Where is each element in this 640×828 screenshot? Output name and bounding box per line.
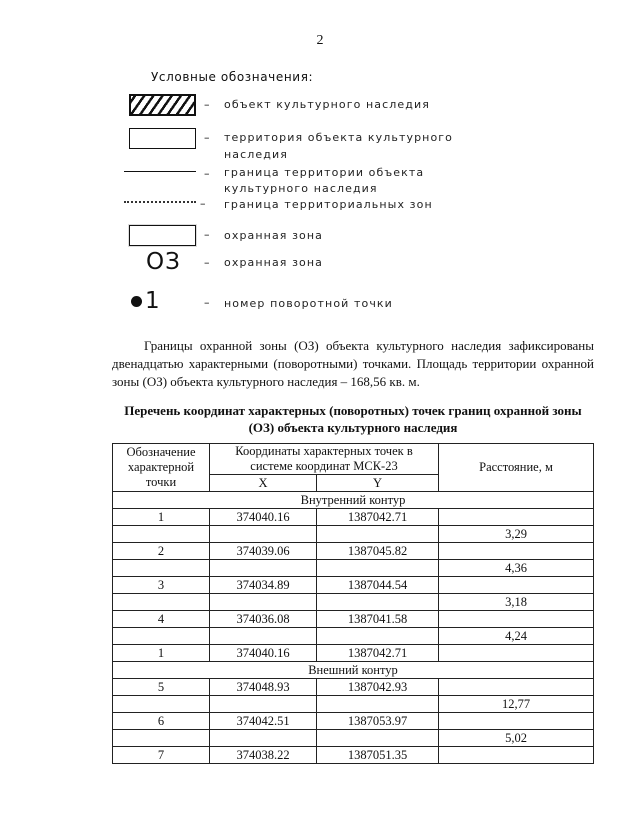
protected-zone-box-symbol — [129, 225, 196, 246]
oz-symbol-label: ОЗ — [146, 249, 181, 275]
distance-cell: 3,29 — [439, 526, 594, 543]
empty-cell — [210, 696, 317, 713]
empty-cell — [210, 560, 317, 577]
y-cell: 1387042.71 — [317, 645, 439, 662]
table-header-row — [113, 444, 594, 475]
legend-dash: – — [204, 296, 210, 309]
y-cell: 1387051.35 — [317, 747, 439, 764]
distance-cell: 12,77 — [439, 696, 594, 713]
empty-cell — [317, 594, 439, 611]
point-cell: 3 — [113, 577, 210, 594]
empty-cell — [113, 560, 210, 577]
legend-title: Условные обозначения: — [151, 70, 314, 84]
empty-cell — [113, 628, 210, 645]
legend-heritage-object-text: объект культурного наследия — [224, 98, 430, 111]
turning-point-number: 1 — [145, 288, 160, 314]
distance-cell — [439, 645, 594, 662]
x-cell: 374034.89 — [210, 577, 317, 594]
legend-dash: – — [204, 228, 210, 241]
table-row — [113, 594, 594, 611]
header-distance: Расстояние, м — [439, 444, 594, 492]
x-cell: 374039.06 — [210, 543, 317, 560]
empty-cell — [317, 730, 439, 747]
header-x: X — [210, 475, 317, 492]
header-coordinates: Координаты характерных точек в системе координат МСК-23 — [210, 444, 439, 475]
point-cell: 2 — [113, 543, 210, 560]
table-row — [113, 509, 594, 526]
distance-cell — [439, 611, 594, 628]
page-number: 2 — [316, 33, 324, 48]
table-row — [113, 628, 594, 645]
header-designation: Обозначение характерной точки — [113, 444, 210, 492]
x-cell: 374038.22 — [210, 747, 317, 764]
legend-dash: – — [204, 256, 210, 269]
distance-cell — [439, 679, 594, 696]
empty-cell — [113, 594, 210, 611]
legend-dash: – — [204, 167, 210, 180]
empty-cell — [210, 594, 317, 611]
empty-cell — [210, 526, 317, 543]
distance-cell: 5,02 — [439, 730, 594, 747]
zone-boundary-line-symbol — [124, 201, 196, 203]
legend-protected-zone-text: охранная зона — [224, 229, 324, 242]
legend-dash: – — [204, 98, 210, 111]
distance-cell — [439, 543, 594, 560]
distance-cell — [439, 509, 594, 526]
distance-cell — [439, 713, 594, 730]
description-text: Границы охранной зоны (ОЗ) объекта культурного наследия зафиксированы двенадцатью характерными (поворотными) точками. Площадь территории охранной зоны (ОЗ) объекта культурного наследия – 168,56 кв. м. — [112, 338, 594, 389]
turning-point-dot-icon — [131, 296, 142, 307]
coordinates-table — [112, 443, 594, 764]
territory-box-symbol — [129, 128, 196, 149]
legend-territory-text-line1: территория объекта культурного — [224, 131, 454, 144]
y-cell: 1387041.58 — [317, 611, 439, 628]
empty-cell — [113, 696, 210, 713]
distance-cell: 4,36 — [439, 560, 594, 577]
table-row — [113, 645, 594, 662]
point-cell: 7 — [113, 747, 210, 764]
table-row — [113, 696, 594, 713]
table-title: Перечень координат характерных (поворотных) точек границ охранной зоны (ОЗ) объекта культурного наследия — [124, 403, 582, 435]
x-cell: 374042.51 — [210, 713, 317, 730]
empty-cell — [317, 628, 439, 645]
table-row — [113, 730, 594, 747]
empty-cell — [317, 526, 439, 543]
point-cell: 6 — [113, 713, 210, 730]
section-row — [113, 492, 594, 509]
y-cell: 1387042.93 — [317, 679, 439, 696]
x-cell: 374040.16 — [210, 645, 317, 662]
table-row — [113, 526, 594, 543]
legend-boundary-text-line2: культурного наследия — [224, 182, 378, 195]
x-cell: 374036.08 — [210, 611, 317, 628]
inner-contour-label: Внутренний контур — [113, 492, 594, 509]
point-cell: 1 — [113, 645, 210, 662]
table-row — [113, 560, 594, 577]
legend-point-text: номер поворотной точки — [224, 297, 393, 310]
outer-contour-label: Внешний контур — [113, 662, 594, 679]
table-row — [113, 713, 594, 730]
distance-cell — [439, 577, 594, 594]
point-cell: 4 — [113, 611, 210, 628]
point-cell: 1 — [113, 509, 210, 526]
legend-dash: – — [200, 197, 206, 210]
header-y: Y — [317, 475, 439, 492]
distance-cell — [439, 747, 594, 764]
legend-oz-text: охранная зона — [224, 256, 324, 269]
empty-cell — [210, 628, 317, 645]
table-row — [113, 543, 594, 560]
table-row — [113, 611, 594, 628]
y-cell: 1387044.54 — [317, 577, 439, 594]
x-cell: 374040.16 — [210, 509, 317, 526]
legend-zone-boundary-text: граница территориальных зон — [224, 198, 433, 211]
heritage-object-hatch-symbol — [129, 94, 196, 116]
distance-cell: 3,18 — [439, 594, 594, 611]
section-row — [113, 662, 594, 679]
legend-territory-text-line2: наследия — [224, 148, 288, 161]
y-cell: 1387045.82 — [317, 543, 439, 560]
point-cell: 5 — [113, 679, 210, 696]
legend-dash: – — [204, 131, 210, 144]
table-row — [113, 679, 594, 696]
table-row — [113, 577, 594, 594]
empty-cell — [113, 526, 210, 543]
distance-cell: 4,24 — [439, 628, 594, 645]
table-row — [113, 747, 594, 764]
empty-cell — [317, 696, 439, 713]
empty-cell — [317, 560, 439, 577]
x-cell: 374048.93 — [210, 679, 317, 696]
empty-cell — [113, 730, 210, 747]
description-paragraph — [112, 337, 594, 391]
empty-cell — [210, 730, 317, 747]
y-cell: 1387053.97 — [317, 713, 439, 730]
territory-boundary-line-symbol — [124, 171, 196, 172]
y-cell: 1387042.71 — [317, 509, 439, 526]
legend-boundary-text-line1: граница территории объекта — [224, 166, 425, 179]
